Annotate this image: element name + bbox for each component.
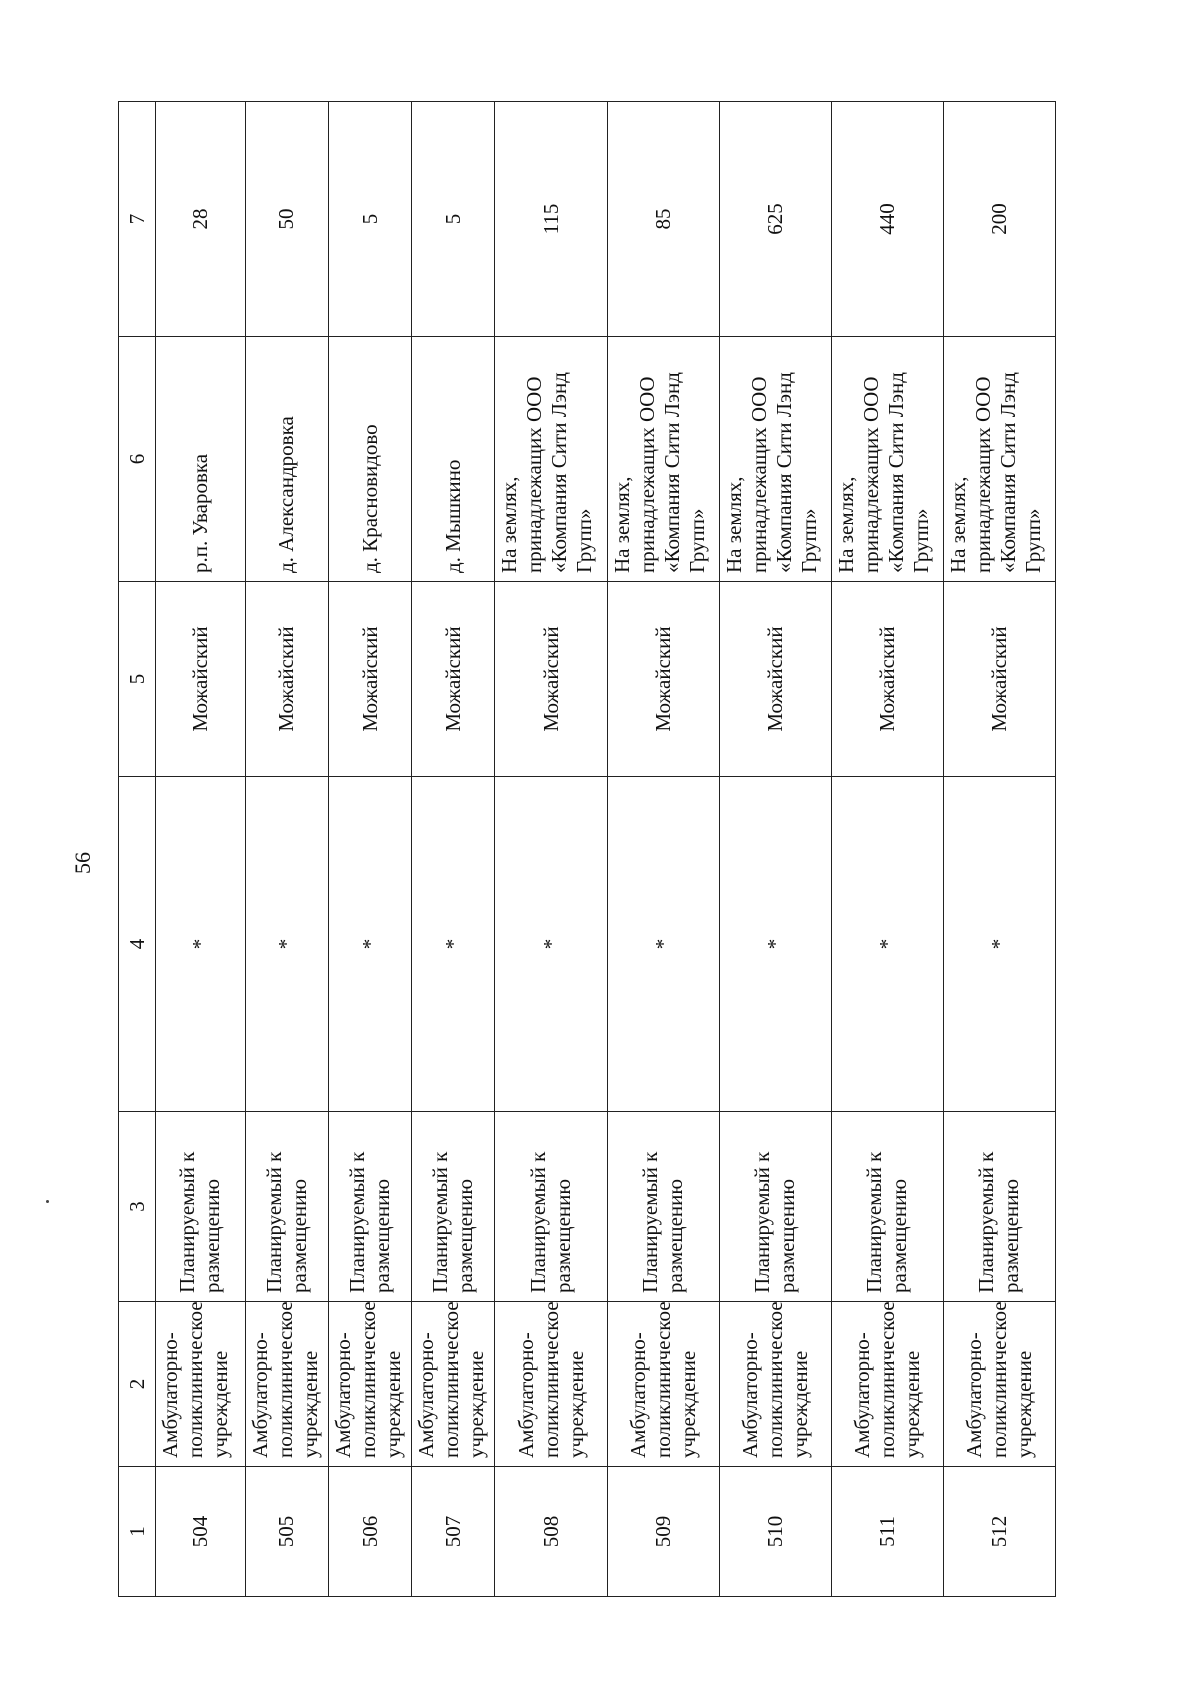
location-cell: На землях, принадлежащих ООО «Компания Сити Лэнд Групп» <box>719 337 831 582</box>
facility-type-cell: Амбулаторно-поликлиническое учреждение <box>328 1302 411 1467</box>
location-cell: На землях, принадлежащих ООО «Компания Сити Лэнд Групп» <box>495 337 607 582</box>
status-cell: Планируемый к размещению <box>719 1112 831 1302</box>
row-number-cell: 511 <box>831 1467 943 1597</box>
mark-cell: * <box>943 777 1055 1112</box>
mark-cell: * <box>831 777 943 1112</box>
column-header: 7 <box>119 102 156 337</box>
column-number-row <box>119 102 156 1597</box>
mark-cell: * <box>245 777 328 1112</box>
capacity-cell: 50 <box>245 102 328 337</box>
scan-speck <box>46 1200 49 1203</box>
row-number-cell: 507 <box>412 1467 495 1597</box>
facility-type-cell: Амбулаторно-поликлиническое учреждение <box>245 1302 328 1467</box>
status-cell: Планируемый к размещению <box>245 1112 328 1302</box>
capacity-cell: 5 <box>328 102 411 337</box>
status-cell: Планируемый к размещению <box>943 1112 1055 1302</box>
district-cell: Можайский <box>156 582 246 777</box>
mark-cell: * <box>412 777 495 1112</box>
facility-type-cell: Амбулаторно-поликлиническое учреждение <box>943 1302 1055 1467</box>
table-row <box>831 102 943 1597</box>
table-row <box>412 102 495 1597</box>
capacity-cell: 28 <box>156 102 246 337</box>
location-cell: д. Красновидово <box>328 337 411 582</box>
district-cell: Можайский <box>719 582 831 777</box>
status-cell: Планируемый к размещению <box>156 1112 246 1302</box>
capacity-cell: 440 <box>831 102 943 337</box>
table-row <box>719 102 831 1597</box>
rotated-table-container <box>118 102 1056 1597</box>
district-cell: Можайский <box>495 582 607 777</box>
facility-type-cell: Амбулаторно-поликлиническое учреждение <box>607 1302 719 1467</box>
column-header: 5 <box>119 582 156 777</box>
status-cell: Планируемый к размещению <box>412 1112 495 1302</box>
table-row <box>495 102 607 1597</box>
table-row <box>328 102 411 1597</box>
district-cell: Можайский <box>943 582 1055 777</box>
row-number-cell: 506 <box>328 1467 411 1597</box>
location-cell: На землях, принадлежащих ООО «Компания Сити Лэнд Групп» <box>607 337 719 582</box>
row-number-cell: 509 <box>607 1467 719 1597</box>
row-number-cell: 504 <box>156 1467 246 1597</box>
table-row <box>607 102 719 1597</box>
facility-type-cell: Амбулаторно-поликлиническое учреждение <box>156 1302 246 1467</box>
capacity-cell: 115 <box>495 102 607 337</box>
capacity-cell: 85 <box>607 102 719 337</box>
mark-cell: * <box>719 777 831 1112</box>
location-cell: д. Мышкино <box>412 337 495 582</box>
mark-cell: * <box>328 777 411 1112</box>
facility-type-cell: Амбулаторно-поликлиническое учреждение <box>831 1302 943 1467</box>
column-header: 2 <box>119 1302 156 1467</box>
district-cell: Можайский <box>245 582 328 777</box>
status-cell: Планируемый к размещению <box>328 1112 411 1302</box>
facilities-table <box>118 101 1056 1597</box>
table-row <box>245 102 328 1597</box>
capacity-cell: 5 <box>412 102 495 337</box>
table-row <box>943 102 1055 1597</box>
mark-cell: * <box>156 777 246 1112</box>
column-header: 6 <box>119 337 156 582</box>
column-header: 3 <box>119 1112 156 1302</box>
capacity-cell: 625 <box>719 102 831 337</box>
facility-type-cell: Амбулаторно-поликлиническое учреждение <box>719 1302 831 1467</box>
district-cell: Можайский <box>412 582 495 777</box>
capacity-cell: 200 <box>943 102 1055 337</box>
status-cell: Планируемый к размещению <box>831 1112 943 1302</box>
column-header: 1 <box>119 1467 156 1597</box>
row-number-cell: 512 <box>943 1467 1055 1597</box>
status-cell: Планируемый к размещению <box>495 1112 607 1302</box>
mark-cell: * <box>495 777 607 1112</box>
location-cell: На землях, принадлежащих ООО «Компания Сити Лэнд Групп» <box>831 337 943 582</box>
page-number: 56 <box>70 852 95 874</box>
table-row <box>156 102 246 1597</box>
location-cell: д. Александровка <box>245 337 328 582</box>
column-header: 4 <box>119 777 156 1112</box>
district-cell: Можайский <box>607 582 719 777</box>
facility-type-cell: Амбулаторно-поликлиническое учреждение <box>495 1302 607 1467</box>
district-cell: Можайский <box>328 582 411 777</box>
facility-type-cell: Амбулаторно-поликлиническое учреждение <box>412 1302 495 1467</box>
status-cell: Планируемый к размещению <box>607 1112 719 1302</box>
location-cell: На землях, принадлежащих ООО «Компания Сити Лэнд Групп» <box>943 337 1055 582</box>
row-number-cell: 508 <box>495 1467 607 1597</box>
mark-cell: * <box>607 777 719 1112</box>
location-cell: р.п. Уваровка <box>156 337 246 582</box>
row-number-cell: 510 <box>719 1467 831 1597</box>
district-cell: Можайский <box>831 582 943 777</box>
row-number-cell: 505 <box>245 1467 328 1597</box>
